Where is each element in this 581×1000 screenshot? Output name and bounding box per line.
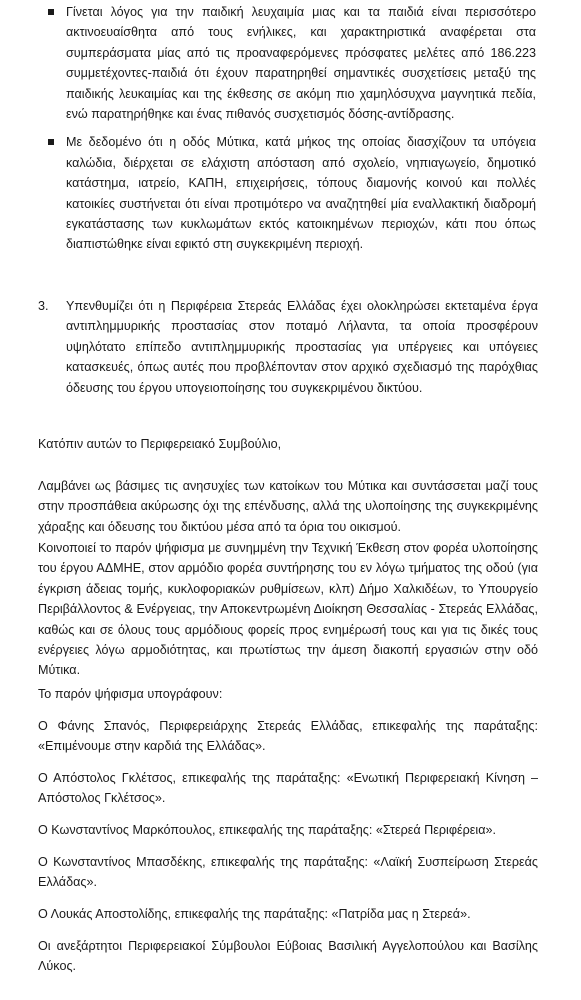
signer-apostolidis: Ο Λουκάς Αποστολίδης, επικεφαλής της παράταξης: «Πατρίδα μας η Στερεά». [38,907,471,921]
signer-gkletsos: Ο Απόστολος Γκλέτσος, επικεφαλής της παράταξης: «Ενωτική Περιφερειακή Κίνηση – Απόστολος Γκλέτσος». [38,771,538,806]
item-number: 3. [38,299,49,313]
signer-basdekis: Ο Κωνσταντίνος Μπασδέκης, επικεφαλής της παράταξης: «Λαϊκή Συσπείρωση Στερεάς Ελλάδας». [38,855,538,890]
bullet-item-mytikas-route: Με δεδομένο ότι η οδός Μύτικα, κατά μήκος της οποίας διασχίζουν τα υπόγεια καλώδια, διέρχεται σε ελάχιστη απόσταση από σχολείο, νηπιαγωγείο, δημοτικό κατάστημα, ιατρείο, ΚΑΠΗ, επιχειρήσεις, τόπους διαμονής κοινού και πολλές κατοικίες συστήνεται ότι είναι προτιμότερο να αναζητηθεί μία εναλλακτική διαδρομή εγκατάστασης των κυκλωμάτων εκτός κατοικημένων περιοχών, κάτι που όπως διαπιστώθηκε είναι εφικτό στη συγκεκριμένη περιοχή. [46,132,536,254]
signer-markopoulos: Ο Κωνσταντίνος Μαρκόπουλος, επικεφαλής της παράταξης: «Στερεά Περιφέρεια». [38,823,496,837]
signer-independents: Οι ανεξάρτητοι Περιφερειακοί Σύμβουλοι Εύβοιας Βασιλική Αγγελοπούλου και Βασίλης Λύκος. [38,939,538,974]
item-3-text: Υπενθυμίζει ότι η Περιφέρεια Στερεάς Ελλάδας έχει ολοκληρώσει εκτεταμένα έργα αντιπλημμυρικής προστασίας στον ποταμό Λήλαντα, τα οποία προσφέρουν υψηλότατο επίπεδο αντιπλημμυρικής προστασίας για υπέργειες και υπόγειες κατασκευές, όπως αυτές που προβλέπονταν στον αρχικό σχεδιασμό της παρόχθιας όδευσης του έργου υπογειοποίησης του συγκεκριμένου δικτύου. [66,299,538,395]
paragraph-concerns: Λαμβάνει ως βάσιμες τις ανησυχίες των κατοίκων του Μύτικα και συντάσσεται μαζί τους στην προσπάθεια ακύρωσης όχι της επένδυσης, αλλά της υλοποίησης της συγκεκριμένης χάραξης και όδευσης του δικτύου μέσα από τα όρια του οικισμού. [38,479,538,534]
signer-spanos: Ο Φάνης Σπανός, Περιφερειάρχης Στερεάς Ελλάδας, επικεφαλής της παράταξης: «Επιμένουμε στην καρδιά της Ελλάδας». [38,719,538,754]
council-intro: Κατόπιν αυτών το Περιφερειακό Συμβούλιο, [38,437,282,451]
paragraph-notification: Κοινοποιεί το παρόν ψήφισμα με συνημμένη την Τεχνική Έκθεση στον φορέα υλοποίησης του έργου ΑΔΜΗΕ, στον αρμόδιο φορέα συντήρησης του εν λόγω τμήματος της οδού (για έγκριση άδειας τομής, κυκλοφοριακών ρυθμίσεων, κλπ) Δήμο Χαλκιδέων, το Υπουργείο Περιβάλλοντος & Ενέργειας, την Αποκεντρωμένη Διοίκηση Θεσσαλίας - Στερεάς Ελλάδας, καθώς και σε όλους τους αρμόδιους φορείς προς ενημέρωσή τους και για τις δικές τους ενέργειες λόγω αρμοδιότητας, και πρωτίστως την άμεση διακοπή εργασιών στην οδό Μύτικα. [38,541,538,678]
bullet-list [46,2,536,255]
numbered-item-3 [38,296,538,398]
signers-intro: Το παρόν ψήφισμα υπογράφουν: [38,687,223,701]
bullet-item-leukemia: Γίνεται λόγος για την παιδική λευχαιμία μιας και τα παιδιά είναι περισσότερο ακτινοευαίσθητα από τους ενήλικες, και χαρακτηριστικά αναφέρεται στα συμπεράσματα μίας από τις προαναφερόμενες πρόσφατες μελέτες από 186.223 συμμετέχοντες-παιδιά ότι έχουν παρατηρηθεί σημαντικές συσχετίσεις μεταξύ της παιδικής λευκαιμίας και της έκθεσης σε ακόμη πιο χαμηλόσυχνα μαγνητικά πεδία, ενώ παρατηρήθηκε και ένας πιθανός συσχετισμός δόσης-αντίδρασης. [46,2,536,124]
